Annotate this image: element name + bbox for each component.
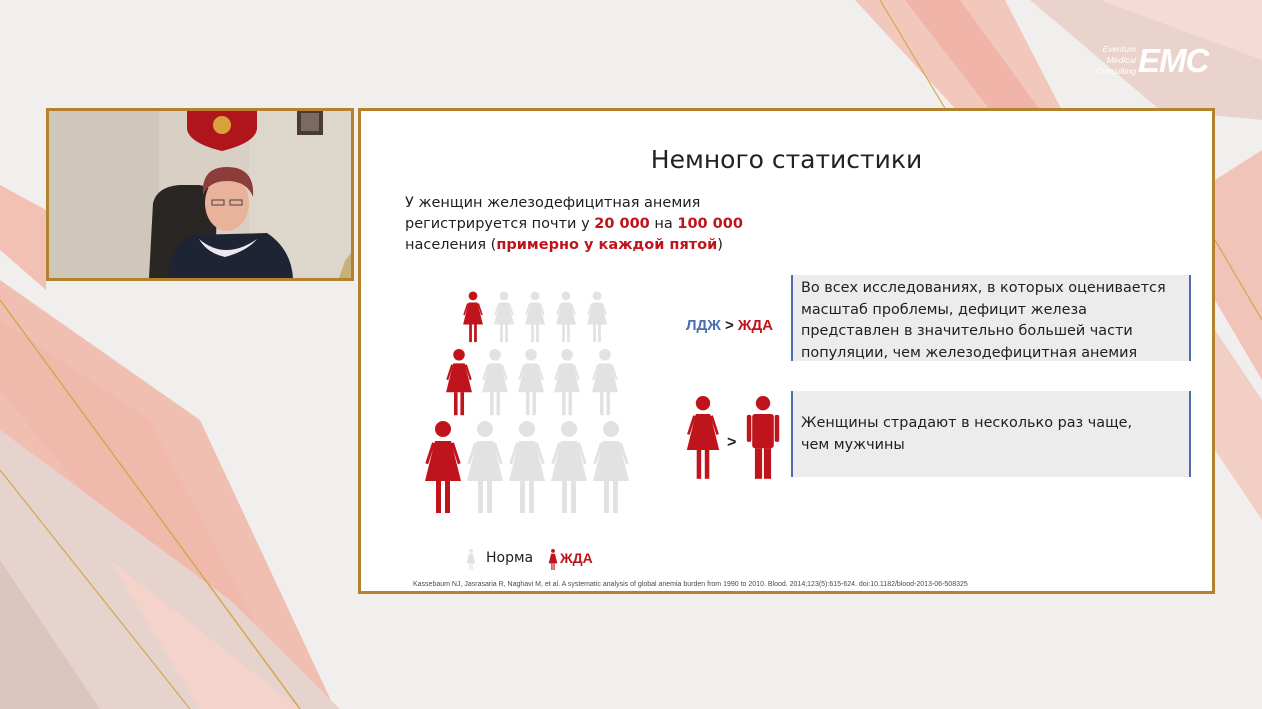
woman-icon-grey: [551, 421, 587, 513]
brand-wordmark: EMC: [1138, 42, 1209, 79]
stat-20000: 20 000: [594, 216, 650, 232]
woman-vs-man-icons: [683, 389, 783, 481]
woman-icon-grey: [556, 292, 576, 343]
speaker-video[interactable]: [46, 108, 354, 281]
info-box-iron-deficiency: Во всех исследованиях, в которых оценивается масштаб проблемы, дефицит железа представлен в значительно большей части популяции, чем железодефицитная анемия: [791, 275, 1191, 361]
woman-icon-grey: [592, 349, 618, 415]
greater-than-sign: >: [724, 317, 734, 334]
woman-icon-grey: [494, 292, 514, 343]
woman-icon-grey: [525, 292, 545, 343]
legend-norm-icon: [464, 548, 478, 570]
woman-icon-grey: [482, 349, 508, 415]
intro-line-3: населения (примерно у каждой пятой): [405, 237, 723, 253]
intro-text: [405, 193, 765, 256]
gender-greater-than: >: [727, 434, 737, 451]
intro-line-2: регистрируется почти у 20 000 на 100 000: [405, 216, 743, 232]
woman-icon: [687, 396, 719, 479]
stat-100000: 100 000: [677, 216, 743, 232]
woman-icon-red: [463, 292, 483, 343]
speaker-video-feed-icon: [49, 111, 351, 278]
legend-zhda-icon: [546, 548, 560, 570]
slide-title: Немного статистики: [650, 145, 923, 174]
info-box-women-vs-men: Женщины страдают в несколько раз чаще, чем мужчины: [791, 391, 1191, 477]
brand-tagline: Eventum Medical Consulting: [1095, 44, 1136, 76]
emc-logo: [1078, 44, 1228, 84]
woman-icon-grey: [467, 421, 503, 513]
woman-icon-grey: [554, 349, 580, 415]
woman-icon-grey: [518, 349, 544, 415]
woman-icon-red: [425, 421, 461, 513]
ldj-label: ЛДЖ: [686, 317, 721, 334]
woman-icon-grey: [587, 292, 607, 343]
woman-icon-red: [446, 349, 472, 415]
zhda-label: ЖДА: [737, 317, 773, 334]
intro-line-1: У женщин железодефицитная анемия: [405, 195, 701, 211]
presentation-slide: [358, 108, 1215, 594]
women-icon-grid: [419, 275, 639, 525]
woman-icon-grey: [509, 421, 545, 513]
highlight-every-fifth: примерно у каждой пятой: [496, 237, 718, 253]
ldj-vs-zhda: [686, 317, 773, 334]
man-icon: [747, 396, 779, 479]
legend-zhda-label: ЖДА: [560, 550, 593, 566]
woman-icon-grey: [593, 421, 629, 513]
reference-citation: Kassebaum NJ, Jasrasaria R, Naghavi M, et al. A systematic analysis of global anemia burden from 1990 to 2010. Blood. 2014;123(5):615-624. doi:10.1182/blood-2013-06-508325: [413, 581, 968, 588]
legend-norm-label: Норма: [486, 550, 534, 566]
